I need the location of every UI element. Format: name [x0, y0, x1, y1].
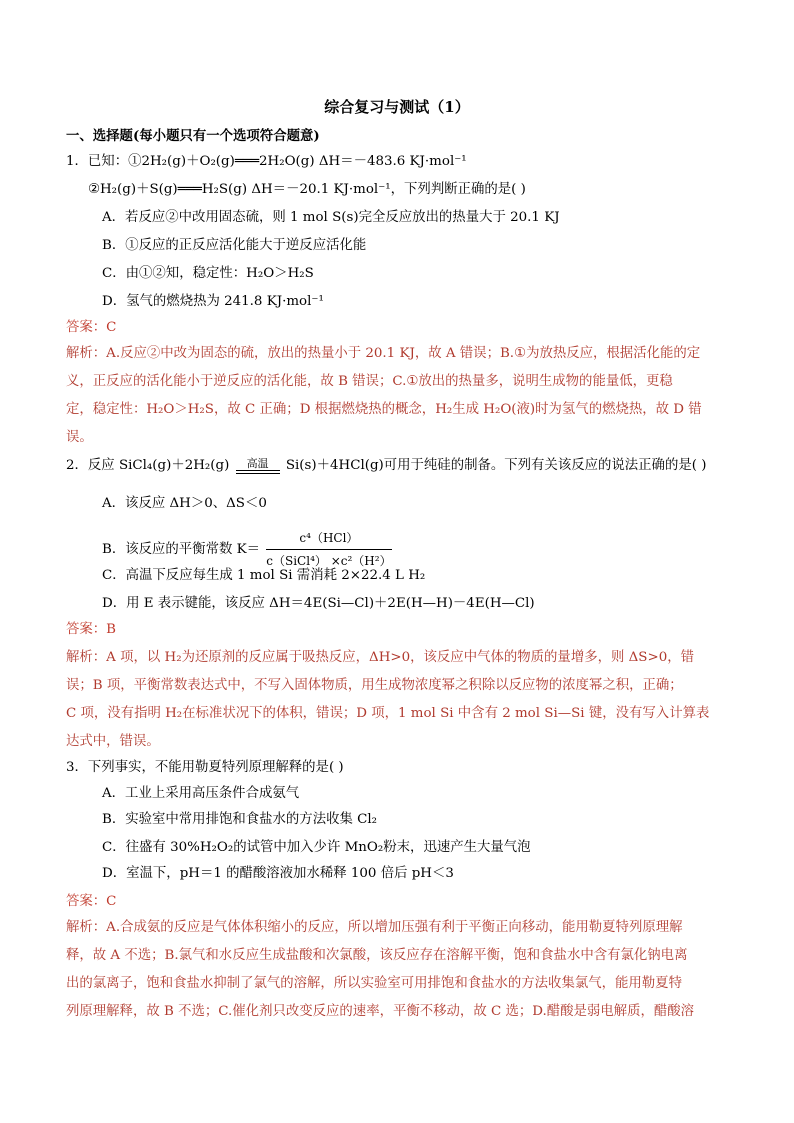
section-heading: 一、选择题(每小题只有一个选项符合题意) — [66, 128, 320, 144]
q3-option-b: B．实验室中常用排饱和食盐水的方法收集 Cl₂ — [102, 812, 378, 827]
q3-stem: 3．下列事实，不能用勒夏特列原理解释的是( ) — [66, 760, 344, 775]
q2-option-c: C．高温下反应每生成 1 mol Si 需消耗 2×22.4 L H₂ — [102, 568, 426, 583]
q3-explanation-1: 解析：A.合成氨的反应是气体体积缩小的反应，所以增加压强有利于平衡正向移动，能用勒夏特列原理解 — [66, 920, 683, 935]
q1-reaction-1: 2H₂(g)＋O₂(g)═══2H₂O(g) ΔH＝－483.6 KJ·mol⁻¹ — [141, 154, 467, 169]
q2-explanation-2: 误；B 项，平衡常数表达式中，不写入固体物质，用生成物浓度幂之积除以反应物的浓度幂之积，正确； — [66, 678, 683, 693]
q2-option-b-text: B．该反应的平衡常数 K＝ — [102, 542, 261, 557]
q1-explanation-2: 义，正反应的活化能小于逆反应的活化能，故 B 错误；C.①放出的热量多，说明生成物的能量低，更稳 — [66, 374, 673, 389]
q3-explanation-4: 列原理解释，故 B 不选；C.催化剂只改变反应的速率，平衡不移动，故 C 选；D.醋酸是弱电解质，醋酸溶 — [66, 1004, 695, 1019]
q1-explanation-4: 误。 — [66, 430, 93, 445]
q2-option-d: D．用 E 表示键能，该反应 ΔH＝4E(Si—Cl)＋2E(H—H)－4E(H—Cl) — [102, 596, 535, 611]
q2-answer: 答案：B — [66, 622, 117, 637]
q2-explanation-1: 解析：A 项，以 H₂为还原剂的反应属于吸热反应，ΔH>0，该反应中气体的物质的量增多，则 ΔS>0，错 — [66, 650, 694, 665]
q2-explanation-4: 达式中，错误。 — [66, 734, 160, 749]
q2-explanation-3: C 项，没有指明 H₂在标准状况下的体积，错误；D 项，1 mol Si 中含有 2 mol Si—Si 键，没有写入计算表 — [66, 706, 710, 721]
q2-option-b — [102, 528, 392, 571]
equals-arrow-icon — [236, 470, 280, 474]
q2-option-a: A．该反应 ΔH＞0、ΔS＜0 — [102, 496, 267, 511]
q2-stem-products: Si(s)＋4HCl(g)可用于纯硅的制备。下列有关该反应的说法正确的是( ) — [285, 458, 707, 473]
fraction-denominator: c（SiCl⁴） ×c²（H²） — [266, 554, 392, 568]
q1-stem-line1: 1．已知：①2H₂(g)＋O₂(g)═══2H₂O(g) ΔH＝－483.6 KJ·mol⁻¹ — [66, 154, 467, 169]
q1-answer: 答案：C — [66, 320, 117, 335]
q1-option-a: A．若反应②中改用固态硫，则 1 mol S(s)完全反应放出的热量大于 20.1 KJ — [102, 210, 560, 225]
reaction-condition: 高温 — [246, 456, 269, 470]
q2-stem-reactants: 2．反应 SiCl₄(g)＋2H₂(g) — [66, 458, 230, 473]
page-title: 综合复习与测试（1） — [324, 98, 470, 116]
q3-option-a: A．工业上采用高压条件合成氨气 — [102, 786, 300, 801]
q1-option-d: D．氢气的燃烧热为 241.8 KJ·mol⁻¹ — [102, 294, 324, 309]
equilibrium-constant-fraction — [266, 528, 391, 571]
q3-option-c: C．往盛有 30%H₂O₂的试管中加入少许 MnO₂粉末，迅速产生大量气泡 — [102, 840, 531, 855]
q1-explanation-1: 解析：A.反应②中改为固态的硫，放出的热量小于 20.1 KJ，故 A 错误；B.①为放热反应，根据活化能的定 — [66, 346, 701, 361]
q2-stem — [66, 456, 706, 476]
q1-explanation-3: 定，稳定性：H₂O＞H₂S，故 C 正确；D 根据燃烧热的概念，H₂生成 H₂O(液)时为氢气的燃烧热，故 D 错 — [66, 402, 702, 417]
q3-explanation-2: 释，故 A 不选；B.氯气和水反应生成盐酸和次氯酸，该反应存在溶解平衡，饱和食盐水中含有氯化钠电离 — [66, 948, 688, 963]
q3-explanation-3: 出的氯离子，饱和食盐水抑制了氯气的溶解，所以实验室可用排饱和食盐水的方法收集氯气，能用勒夏特 — [66, 976, 682, 991]
q3-option-d: D．室温下，pH＝1 的醋酸溶液加水稀释 100 倍后 pH＜3 — [102, 866, 454, 881]
q1-option-c: C．由①②知，稳定性：H₂O＞H₂S — [102, 266, 314, 281]
q1-stem-line2: ②H₂(g)＋S(g)═══H₂S(g) ΔH＝－20.1 KJ·mol⁻¹，下列判断正确的是( ) — [88, 182, 526, 197]
q1-option-b: B．①反应的正反应活化能大于逆反应活化能 — [102, 238, 367, 253]
q3-answer: 答案：C — [66, 894, 117, 909]
fraction-numerator: c⁴（HCl） — [266, 528, 391, 550]
reaction-arrow — [236, 458, 280, 474]
